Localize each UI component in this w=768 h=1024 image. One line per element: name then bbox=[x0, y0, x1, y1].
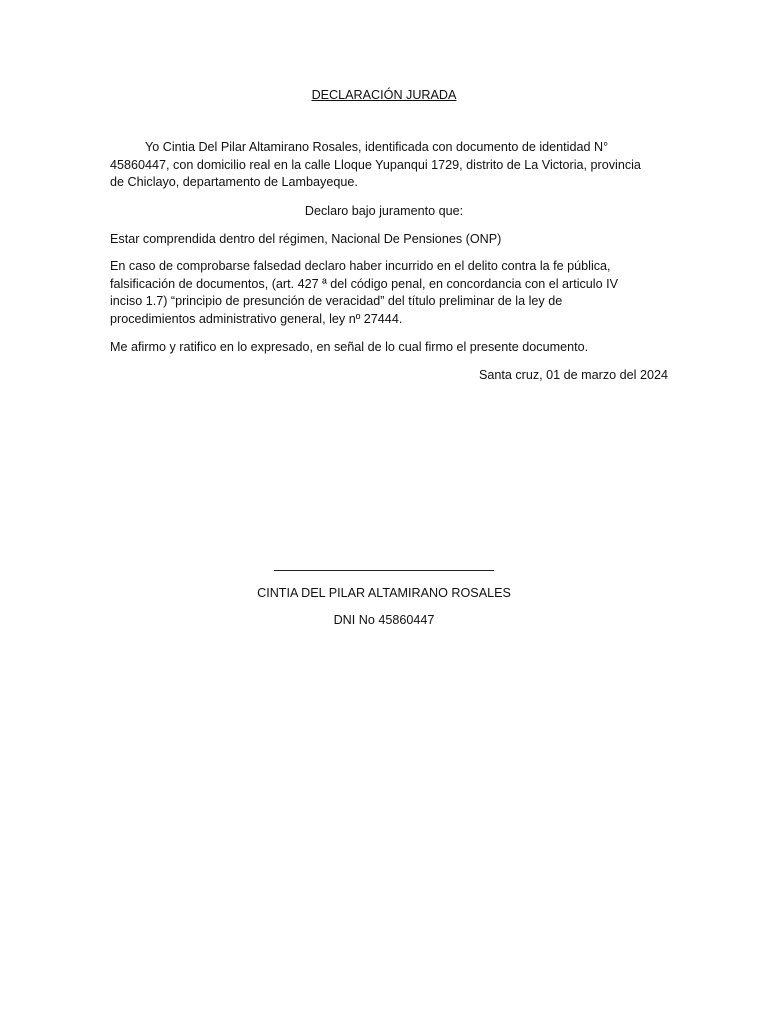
intro-line: Yo Cintia Del Pilar Altamirano Rosales, identificada con documento de identidad N° bbox=[145, 140, 609, 154]
intro-paragraph bbox=[110, 139, 670, 192]
signature-line bbox=[274, 570, 494, 571]
falsehood-line: inciso 1.7) “principio de presunción de veracidad” del título preliminar de la ley de bbox=[110, 294, 563, 308]
signer-dni: DNI No 45860447 bbox=[333, 613, 435, 627]
document-title: DECLARACIÓN JURADA bbox=[311, 88, 457, 102]
falsehood-line: falsificación de documentos, (art. 427 ª del código penal, en concordancia con el articulo IV bbox=[110, 276, 619, 291]
signer-name: CINTIA DEL PILAR ALTAMIRANO ROSALES bbox=[257, 586, 511, 600]
falsehood-line: En caso de comprobarse falsedad declaro haber incurrido en el delito contra la fe pública, bbox=[110, 259, 611, 273]
falsehood-paragraph bbox=[110, 258, 670, 328]
intro-line: de Chiclayo, departamento de Lambayeque. bbox=[110, 175, 358, 189]
oath-statement: Declaro bajo juramento que: bbox=[304, 204, 464, 218]
affirmation-paragraph bbox=[110, 339, 670, 357]
place-date: Santa cruz, 01 de marzo del 2024 bbox=[478, 368, 668, 382]
intro-line: 45860447, con domicilio real en la calle Lloque Yupanqui 1729, distrito de La Victoria, provincia bbox=[110, 157, 641, 172]
regime-line: Estar comprendida dentro del régimen, Nacional De Pensiones (ONP) bbox=[110, 232, 502, 246]
falsehood-line: procedimientos administrativo general, ley nº 27444. bbox=[110, 311, 403, 326]
regime-paragraph bbox=[110, 231, 670, 249]
affirmation-line: Me afirmo y ratifico en lo expresado, en señal de lo cual firmo el presente documento. bbox=[110, 340, 589, 354]
